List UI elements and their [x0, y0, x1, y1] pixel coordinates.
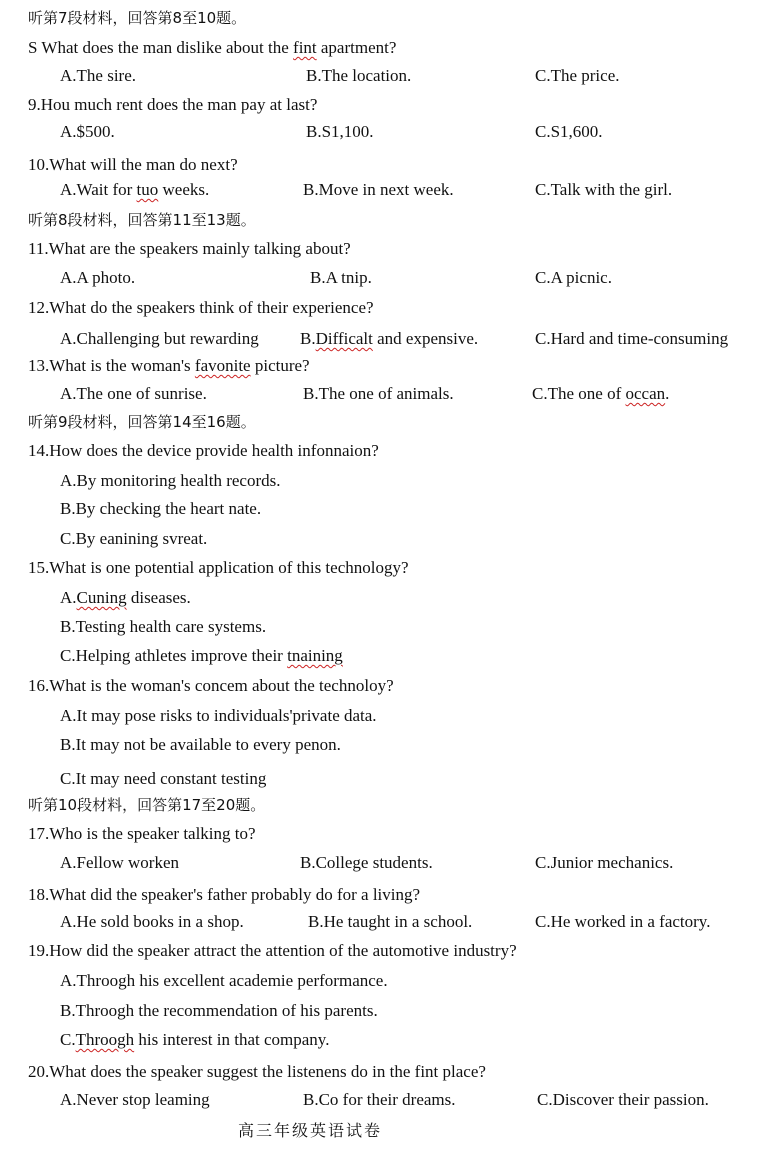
- question-9-option-c: C.S1,600.: [535, 122, 603, 141]
- question-11-option-c: C.A picnic.: [535, 268, 612, 287]
- question-18-option-b: B.He taught in a school.: [308, 912, 473, 931]
- question-14-option-b: B.By checking the heart nate.: [60, 499, 262, 518]
- question-9-option-a: A.$500.: [60, 122, 115, 141]
- question-18-option-a: A.He sold books in a shop.: [60, 912, 244, 931]
- question-14-stem: 14.How does the device provide health infonnaion?: [28, 441, 379, 460]
- question-11-option-a: A.A photo.: [60, 268, 136, 287]
- question-10-stem: 10.What will the man do next?: [28, 155, 238, 174]
- page-footer: 高三年级英语试卷: [238, 1121, 383, 1140]
- question-11-stem: 11.What are the speakers mainly talking about?: [28, 239, 351, 258]
- question-13-option-a: A.The one of sunrise.: [60, 384, 207, 403]
- question-9-stem: 9.Hou much rent does the man pay at last?: [28, 95, 318, 114]
- question-12-option-c: C.Hard and time-consuming: [535, 329, 729, 348]
- question-15-option-a: A.Cuning diseases.: [60, 588, 191, 607]
- section-heading-8: 听第8段材料，回答第11至13题。: [28, 211, 256, 229]
- section-heading-7: 听第7段材料，回答第8至10题。: [28, 9, 247, 27]
- question-20-stem: 20.What does the speaker suggest the listenens do in the fint place?: [28, 1062, 486, 1081]
- question-8-option-c: C.The price.: [535, 66, 620, 85]
- question-18-option-c: C.He worked in a factory.: [535, 912, 711, 931]
- question-14-option-a: A.By monitoring health records.: [60, 471, 281, 490]
- question-20-option-a: A.Never stop leaming: [60, 1090, 210, 1109]
- question-8-option-b: B.The location.: [306, 66, 412, 85]
- section-heading-9: 听第9段材料，回答第14至16题。: [28, 413, 256, 431]
- question-20-option-c: C.Discover their passion.: [537, 1090, 709, 1109]
- question-11-option-b: B.A tnip.: [310, 268, 372, 287]
- question-14-option-c: C.By eanining svreat.: [60, 529, 208, 548]
- question-16-option-a: A.It may pose risks to individuals'private data.: [60, 706, 377, 725]
- question-10-option-b: B.Move in next week.: [303, 180, 454, 199]
- question-12-option-b: B.Difficalt and expensive.: [300, 329, 479, 348]
- question-12-stem: 12.What do the speakers think of their experience?: [28, 298, 374, 317]
- question-17-option-a: A.Fellow worken: [60, 853, 179, 872]
- question-16-stem: 16.What is the woman's concem about the technoloy?: [28, 676, 394, 695]
- question-20-option-b: B.Co for their dreams.: [303, 1090, 456, 1109]
- question-15-stem: 15.What is one potential application of this technology?: [28, 558, 409, 577]
- question-17-option-b: B.College students.: [300, 853, 433, 872]
- question-16-option-b: B.It may not be available to every penon.: [60, 735, 341, 754]
- section-heading-10: 听第10段材料，回答第17至20题。: [28, 796, 266, 814]
- question-10-option-a: A.Wait for tuo weeks.: [60, 180, 210, 199]
- question-16-option-c: C.It may need constant testing: [60, 769, 267, 788]
- question-8-option-a: A.The sire.: [60, 66, 137, 85]
- question-17-option-c: C.Junior mechanics.: [535, 853, 674, 872]
- question-13-option-c: C.The one of occan.: [532, 384, 670, 403]
- question-19-option-b: B.Throogh the recommendation of his parents.: [60, 1001, 378, 1020]
- question-17-stem: 17.Who is the speaker talking to?: [28, 824, 256, 843]
- question-12-option-a: A.Challenging but rewarding: [60, 329, 259, 348]
- question-8-stem: S What does the man dislike about the fint apartment?: [28, 38, 397, 57]
- question-15-option-c: C.Helping athletes improve their tnaining: [60, 646, 343, 665]
- question-10-option-c: C.Talk with the girl.: [535, 180, 673, 199]
- question-13-option-b: B.The one of animals.: [303, 384, 454, 403]
- question-13-stem: 13.What is the woman's favonite picture?: [28, 356, 310, 375]
- question-9-option-b: B.S1,100.: [306, 122, 374, 141]
- question-19-stem: 19.How did the speaker attract the attention of the automotive industry?: [28, 941, 517, 960]
- question-18-stem: 18.What did the speaker's father probably do for a living?: [28, 885, 421, 904]
- question-19-option-c: C.Throogh his interest in that company.: [60, 1030, 330, 1049]
- question-19-option-a: A.Throogh his excellent academie performance.: [60, 971, 388, 990]
- question-15-option-b: B.Testing health care systems.: [60, 617, 267, 636]
